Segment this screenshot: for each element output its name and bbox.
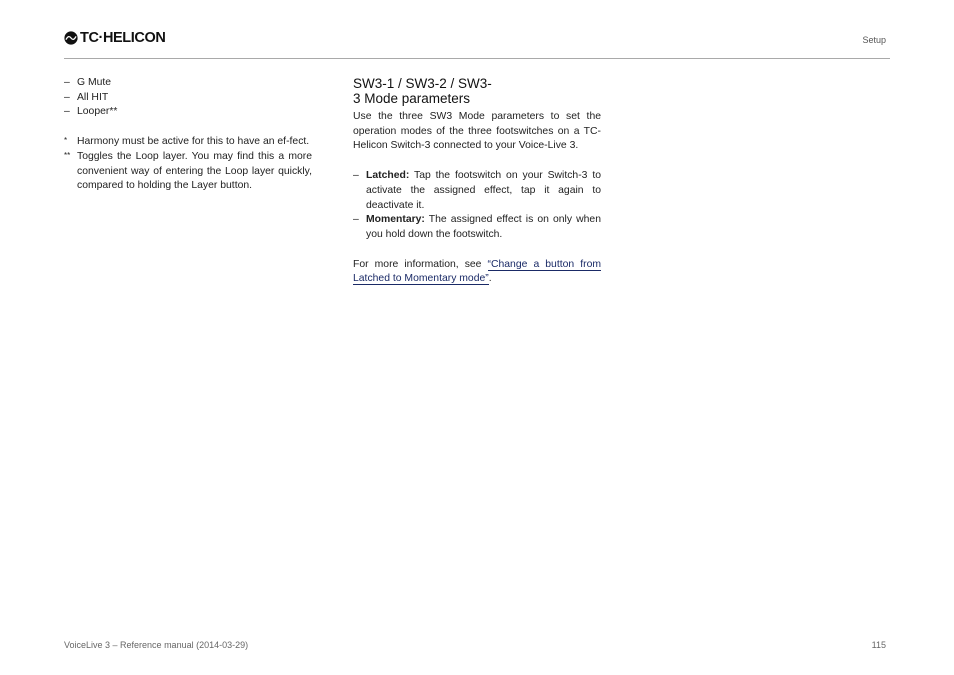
more-info-suffix: . (488, 273, 492, 285)
footnote-text: Toggles the Loop layer. You may find this a more convenient way of entering the Loop layer quickly, compared to holding the Layer button. (77, 150, 312, 192)
main-column (353, 76, 601, 287)
tc-helicon-logo-icon (64, 31, 78, 45)
footnote-marker: * (64, 136, 68, 146)
mode-item-latched (353, 169, 601, 213)
more-info-paragraph (353, 258, 601, 287)
list-item: – Looper** (64, 105, 312, 120)
mode-description: Tap the footswitch on your Switch-3 to activate the assigned effect, tap it again to deactivate it. (366, 170, 601, 211)
footnote-text: Harmony must be active for this to have an ef-fect. (77, 136, 310, 148)
list-item: – All HIT (64, 91, 312, 106)
mode-term: Momentary: (366, 214, 425, 226)
footnote-marker: ** (64, 150, 71, 160)
footnote (64, 150, 312, 194)
intro-paragraph: Use the three SW3 Mode parameters to set the operation modes of the three footswitches on a TC-Helicon Switch-3 connected to your Voice-Live 3. (353, 111, 601, 152)
cross-reference-link[interactable]: “Change a button from Latched to Momentary mode” (353, 258, 602, 285)
page-number: 115 (871, 640, 886, 650)
heading-line: 3 Mode parameters (353, 91, 471, 106)
footnote (64, 135, 312, 150)
footnotes (64, 135, 312, 194)
left-column (64, 76, 312, 194)
section-heading (353, 76, 601, 106)
mode-list (353, 169, 601, 243)
function-list (64, 76, 312, 120)
section-label: Setup (862, 35, 886, 45)
more-info-prefix: For more information, see (353, 258, 488, 270)
mode-item-momentary (353, 213, 601, 242)
heading-line: SW3-1 / SW3-2 / SW3- (353, 76, 492, 91)
footer-title: VoiceLive 3 – Reference manual (2014-03-29) (64, 640, 249, 650)
mode-term: Latched: (366, 170, 410, 182)
header-rule (64, 58, 890, 59)
mode-description: The assigned effect is on only when you hold down the footswitch. (366, 214, 601, 240)
list-item: – G Mute (64, 76, 312, 91)
brand-logo (64, 31, 165, 45)
brand-name: TC·HELICON (80, 30, 166, 46)
